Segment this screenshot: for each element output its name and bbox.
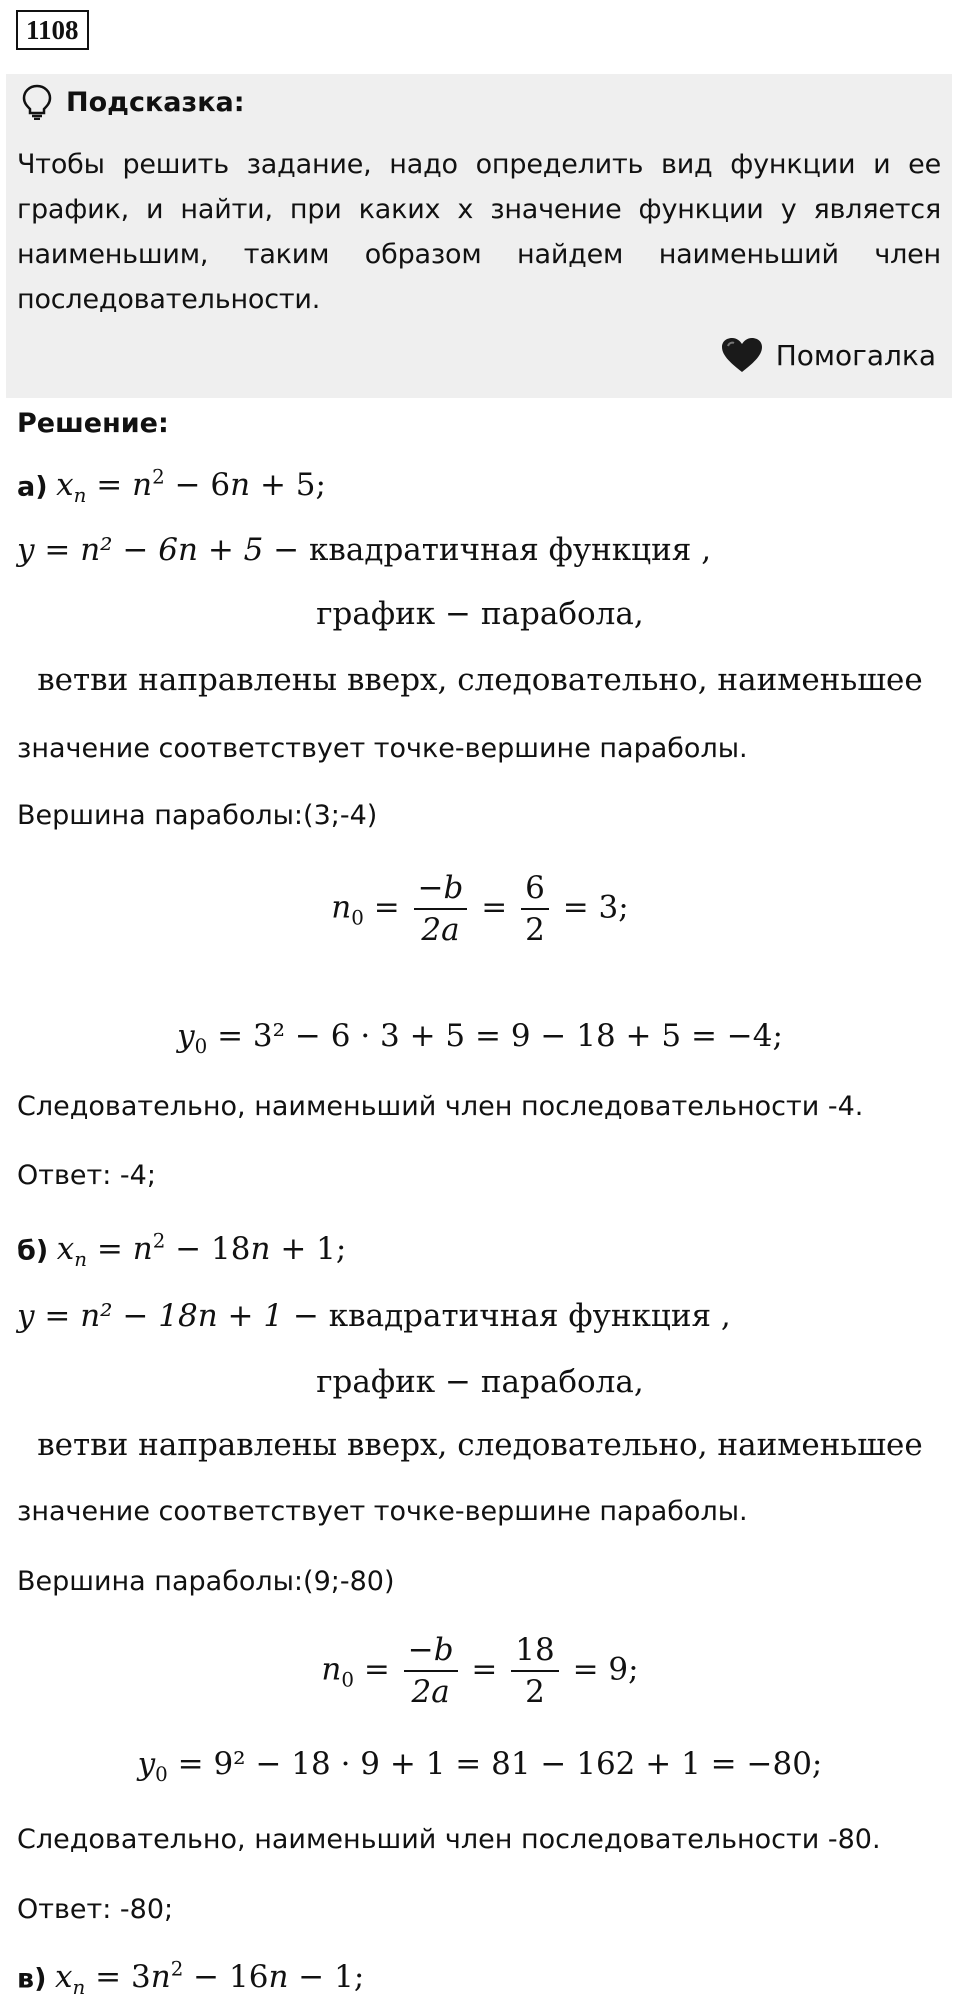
part-a-vertex: Вершина параболы:(3;-4) — [17, 800, 378, 831]
part-c-label: в) — [17, 1963, 47, 1995]
part-b-n0: $n_0$ = $\frac{-b}{2a}$ = $\frac{18}{2}$ = 9; — [321, 1632, 639, 1710]
part-b-function — [17, 1298, 731, 1334]
helper-link[interactable] — [720, 336, 936, 374]
solution-heading: Решение: — [17, 408, 169, 439]
part-a-n0: $n_0$ = $\frac{-b}{2a}$ = $\frac{6}{2}$ = 3; — [331, 870, 629, 948]
part-b-meaning: значение соответствует точке-вершине параболы. — [17, 1496, 748, 1527]
part-a-meaning: значение соответствует точке-вершине параболы. — [17, 733, 748, 764]
part-a-function — [17, 532, 711, 568]
part-a-y0: $y_0 = 3^2 - 6 \cdot 3 + 5 = 9 - 18 + 5 = -4$; — [177, 1018, 783, 1059]
part-a-formula: а) $x_n = n^2 - 6n + 5$; — [17, 466, 326, 508]
part-a-label: а) — [17, 471, 48, 503]
part-a-func-text: − квадратичная функция , — [263, 532, 712, 568]
hint-title: Подсказка: — [66, 86, 245, 118]
part-b-branches: ветви направлены вверх, следовательно, наименьшее — [37, 1427, 923, 1463]
heart-icon — [720, 336, 764, 374]
hint-text: Чтобы решить задание, надо определить вид функции и ее график, и найти, при каких x значение функции y является наименьшим, таким образом найдем наименьший член последовательности. — [17, 149, 941, 315]
lightbulb-icon — [22, 84, 52, 120]
part-b-formula: б) $x_n = n^2 - 18n + 1$; — [17, 1230, 347, 1272]
task-number: 1108 — [16, 10, 89, 50]
part-a-graph: график − парабола, — [316, 596, 644, 632]
hint-header — [22, 84, 245, 120]
part-b-conclusion: Следовательно, наименьший член последовательности -80. — [17, 1824, 881, 1855]
part-a-func-eq: y = n² − 6n + 5 — [17, 532, 264, 568]
part-b-graph: график − парабола, — [316, 1364, 644, 1400]
part-b-vertex: Вершина параболы:(9;-80) — [17, 1566, 395, 1597]
part-a-answer: Ответ: -4; — [17, 1160, 156, 1191]
part-c-formula: в) $x_n = 3n^2 - 16n - 1$; — [17, 1958, 365, 2000]
part-b-y0: $y_0 = 9^2 - 18 \cdot 9 + 1 = 81 - 162 + 1 = -80$; — [137, 1746, 823, 1787]
part-a-conclusion: Следовательно, наименьший член последовательности -4. — [17, 1091, 864, 1122]
part-a-branches: ветви направлены вверх, следовательно, наименьшее — [37, 662, 923, 698]
part-b-func-text: − квадратичная функция , — [283, 1298, 731, 1334]
part-b-func-eq: y = n² − 18n + 1 — [17, 1298, 284, 1334]
hint-box — [6, 74, 952, 398]
part-b-answer: Ответ: -80; — [17, 1894, 174, 1925]
part-b-label: б) — [17, 1235, 49, 1267]
helper-label: Помогалка — [775, 338, 936, 372]
